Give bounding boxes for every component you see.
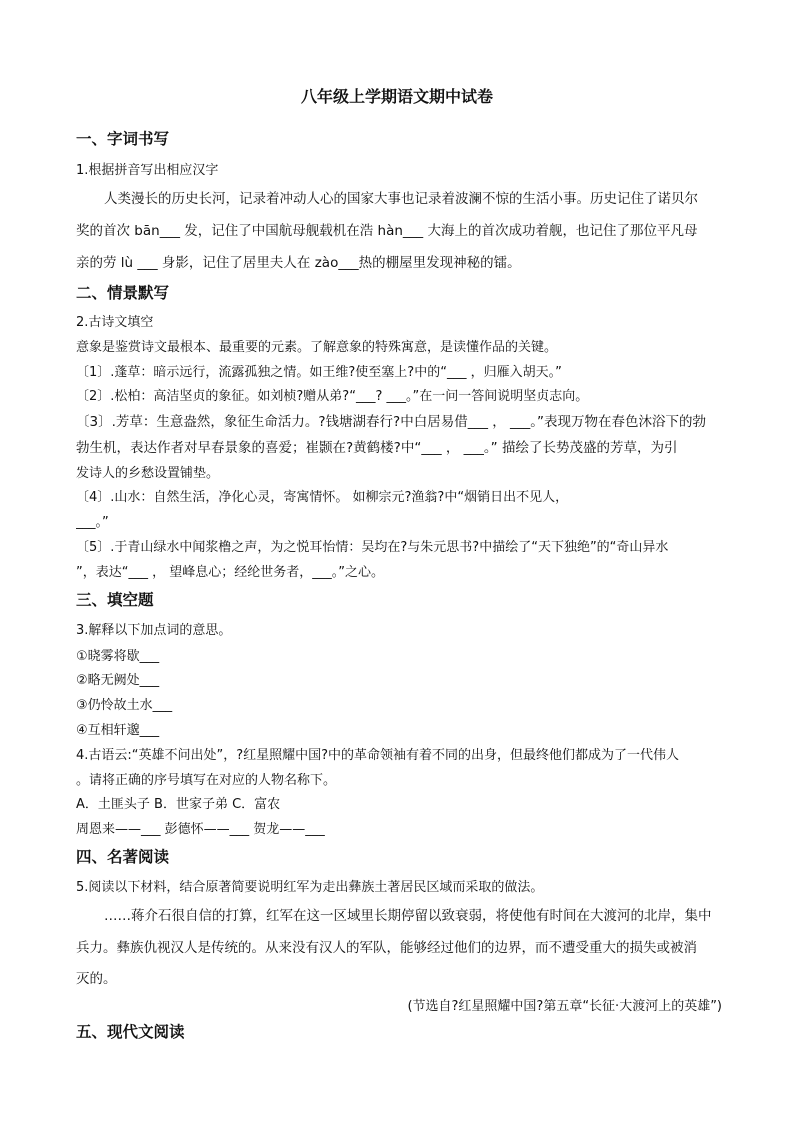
option-line: ③仍怜故土水___ [76, 698, 173, 713]
item-line: ___。” [76, 515, 109, 530]
passage-line: 人类漫长的历史长河，记录着冲动人心的国家大事也记录着波澜不惊的生活小事。历史记住了诺贝尔 [104, 191, 698, 207]
intro-line: 意象是鉴赏诗文最根本、最重要的元素。了解意象的特殊寓意，是读懂作品的关键。 [76, 340, 558, 355]
item-line: 〔4〕.山水：自然生活，净化心灵，寄寓情怀。 如柳宗元?渔翁?中“烟销日出不见人， [76, 490, 569, 505]
section-heading-2: 二、情景默写 [76, 284, 170, 302]
question-1: 1.根据拼音写出相应汉字 [76, 163, 219, 178]
material-line: 兵力。彝族仇视汉人是传统的。从来没有汉人的军队，能够经过他们的边界，而不遭受重大的损失或被消 [76, 940, 697, 956]
people-line: 周恩来——___ 彭德怀——___ 贺龙——___ [76, 822, 325, 837]
material-source: (节选自?红星照耀中国?第五章“长征·大渡河上的英雄”) [407, 999, 722, 1014]
passage-line: 亲的劳 lù ___ 身影，记住了居里夫人在 zào___热的棚屋里发现神秘的镭。 [76, 255, 521, 271]
question-4: 4.古语云:“英雄不问出处”，?红星照耀中国?中的革命领袖有着不同的出身，但最终他们都成为了一代伟人 [76, 748, 680, 763]
option-line: ①晓雾将歇___ [76, 649, 160, 664]
option-line: ②略无阙处___ [76, 673, 160, 688]
item-line: 〔3〕.芳草：生意盎然，象征生命活力。?钱塘湖春行?中白居易借___ ， ___。”表现万物在春色沐浴下的勃 [76, 414, 707, 430]
question-4-cont: 。请将正确的序号填写在对应的人物名称下。 [76, 773, 337, 788]
question-2: 2.古诗文填空 [76, 315, 154, 330]
item-line: 勃生机，表达作者对早春景象的喜爱；崔颢在?黄鹤楼?中“___ ， ___。” 描绘了长势茂盛的芳草，为引 [76, 440, 678, 456]
section-heading-3: 三、填空题 [76, 591, 154, 609]
choices-line: A．土匪头子 B．世家子弟 C．富农 [76, 797, 281, 812]
section-heading-1: 一、字词书写 [76, 130, 170, 148]
question-5: 5.阅读以下材料，结合原著简要说明红军为走出彝族土著居民区域而采取的做法。 [76, 880, 544, 895]
option-line: ④互相轩邈___ [76, 723, 160, 738]
item-line: ”，表达“___ ， 望峰息心；经纶世务者，___。”之心。 [76, 565, 384, 580]
material-line: 灭的。 [76, 971, 117, 987]
section-heading-5: 五、现代文阅读 [76, 1023, 185, 1041]
material-line: ……蒋介石很自信的打算，红军在这一区域里长期停留以致衰弱，将使他有时间在大渡河的北岸，集中 [104, 908, 712, 924]
item-line: 〔5〕.于青山绿水中闻浆橹之声，为之悦耳怡情：吴均在?与朱元思书?中描绘了“天下独绝”的“奇山异水 [76, 540, 669, 555]
section-heading-4: 四、名著阅读 [76, 848, 170, 866]
item-line: 〔2〕.松柏：高洁坚贞的象征。如刘桢?赠从弟?“___? ___。”在一问一答间说明坚贞志向。 [76, 389, 589, 404]
passage-line: 奖的首次 bān___ 发，记住了中国航母舰载机在浩 hàn___ 大海上的首次成功着舰，也记住了那位平凡母 [76, 223, 698, 239]
item-line: 〔1〕.蓬草：暗示远行，流露孤独之情。如王维?使至塞上?中的“___ ，归雁入胡天。” [76, 365, 562, 380]
question-3: 3.解释以下加点词的意思。 [76, 623, 232, 638]
page-title: 八年级上学期语文期中试卷 [300, 87, 493, 106]
item-line: 发诗人的乡愁设置铺垫。 [76, 466, 220, 481]
